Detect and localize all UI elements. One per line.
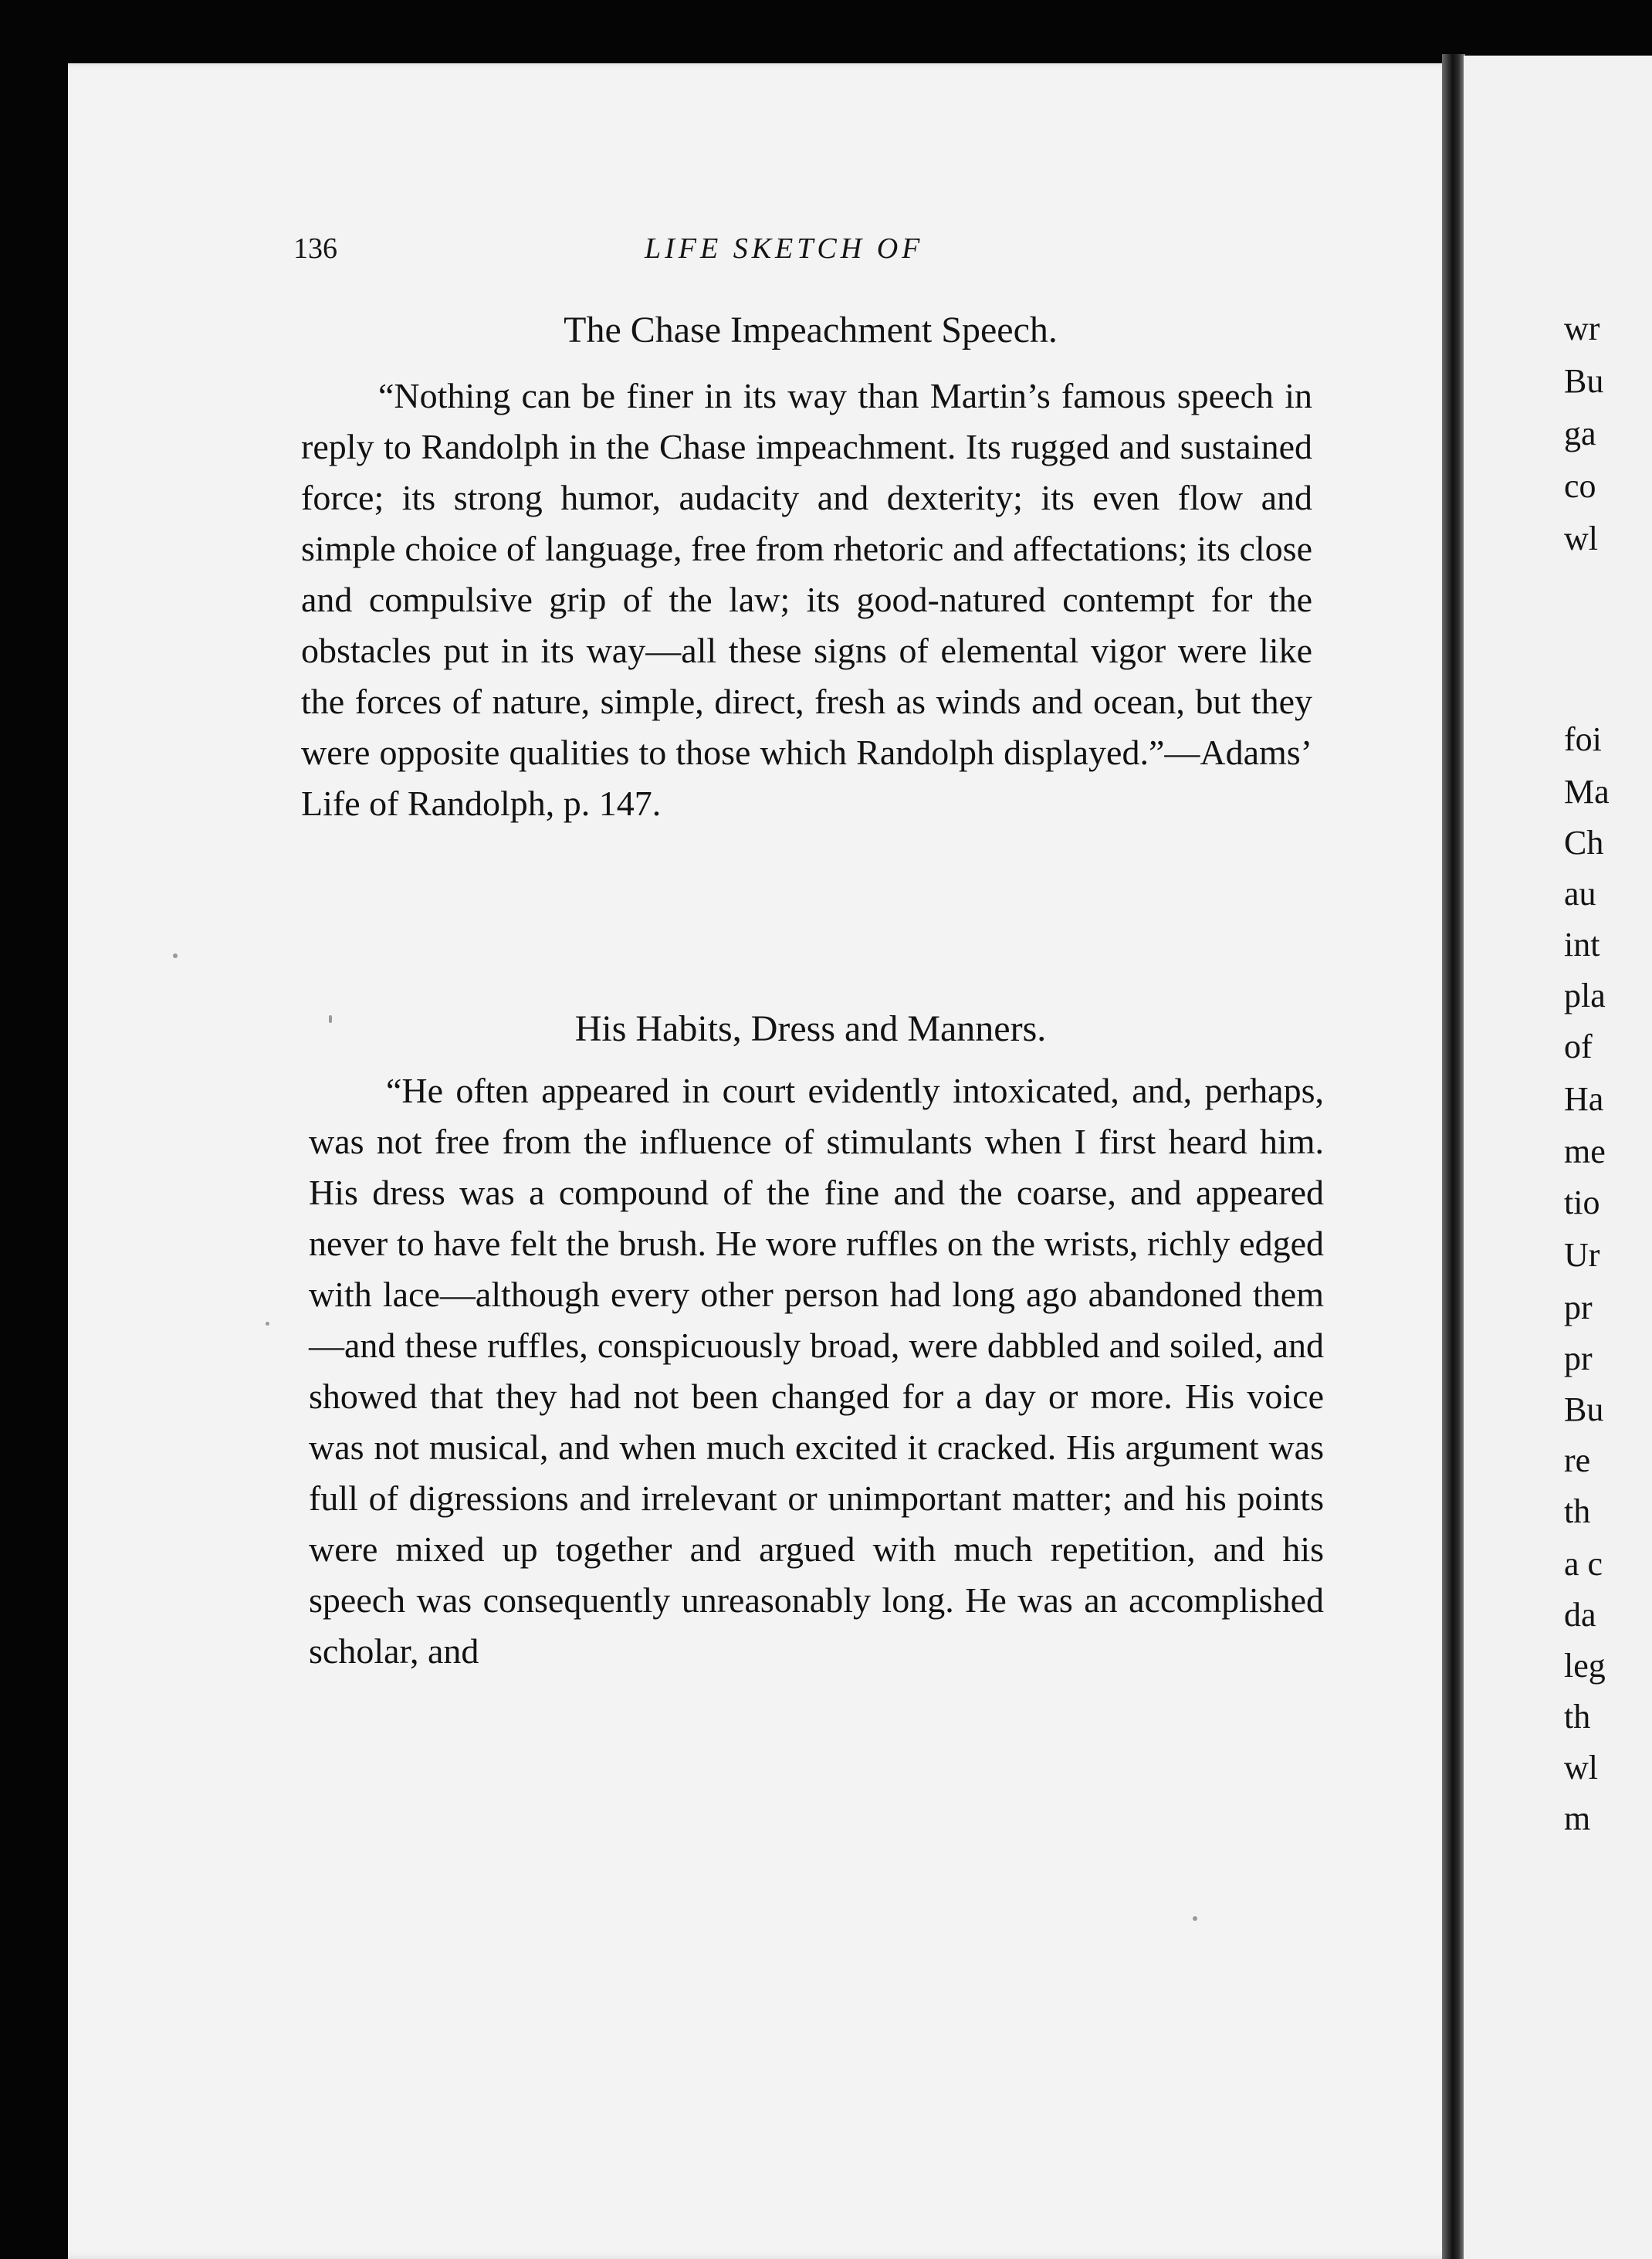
scan-speck — [173, 953, 178, 958]
facing-fragment: tio — [1564, 1184, 1600, 1221]
facing-fragment: ga — [1564, 415, 1596, 452]
facing-fragment: au — [1564, 875, 1596, 913]
facing-fragment: da — [1564, 1596, 1596, 1634]
scan-speck — [329, 1015, 332, 1023]
facing-fragment: wl — [1564, 520, 1598, 557]
facing-fragment: Ur — [1564, 1236, 1600, 1274]
facing-fragment: re — [1564, 1441, 1591, 1479]
facing-fragment: m — [1564, 1800, 1591, 1837]
facing-fragment: of — [1564, 1028, 1593, 1065]
section-heading: His Habits, Dress and Manners. — [574, 1008, 1047, 1049]
running-title: LIFE SKETCH OF — [645, 232, 924, 265]
facing-fragment: foi — [1564, 720, 1602, 758]
facing-fragment: co — [1564, 467, 1596, 505]
facing-fragment: th — [1564, 1492, 1591, 1530]
facing-fragment: Bu — [1564, 1390, 1604, 1428]
facing-page-text — [1564, 0, 1652, 2259]
section-body: “Nothing can be finer in its way than Martin’s famous speech in reply to Randolph in the Chase impeachment. Its rugged and sustained force; its strong humor, audacity and dexterity; its even flow and simple choice of language, free from rhetoric and affectations; its close and compulsive grip of the law; its good-natured contempt for the obstacles put in its way—all these signs of elemental vigor were like the forces of nature, simple, direct, fresh as winds and ocean, but they were opposite qualities to those which Randolph displayed.”—Adams’ Life of Randolph, p. 147. — [301, 376, 1312, 823]
facing-fragment: wr — [1564, 310, 1600, 347]
page-number: 136 — [293, 232, 337, 265]
facing-fragment: a c — [1564, 1545, 1603, 1583]
facing-fragment: Ha — [1564, 1080, 1604, 1118]
facing-fragment: pr — [1564, 1339, 1593, 1377]
section-heading: The Chase Impeachment Speech. — [564, 310, 1058, 351]
section-body: “He often appeared in court evidently intoxicated, and, perhaps, was not free from the influence of stimulants when I first heard him. His dress was a compound of the fine and the coarse, and appeared never to have felt the brush. He wore ruffles on the wrists, richly edged with lace—although every other person had long ago abandoned them—and these ruffles, conspicuously broad, were dabbled and soiled, and showed that they had not been changed for a day or more. His voice was not musical, and when much excited it cracked. His argument was full of digressions and irrelevant or unimportant matter; and his points were mixed up together and argued with much repetition, and his speech was consequently unreasonably long. He was an accomplished scholar, and — [309, 1071, 1324, 1671]
facing-fragment: Bu — [1564, 362, 1604, 400]
facing-fragment: wl — [1564, 1749, 1598, 1787]
facing-fragment: me — [1564, 1133, 1606, 1170]
facing-fragment: int — [1564, 926, 1600, 964]
scan-speck — [266, 1322, 269, 1326]
facing-fragment: pla — [1564, 977, 1606, 1014]
facing-fragment: th — [1564, 1698, 1591, 1736]
book-gutter — [1442, 54, 1465, 2259]
page-header — [293, 232, 942, 270]
facing-fragment: leg — [1564, 1647, 1606, 1685]
facing-fragment: Ch — [1564, 824, 1604, 862]
scan-speck — [1193, 1916, 1197, 1921]
facing-fragment: Ma — [1564, 773, 1610, 811]
facing-fragment: pr — [1564, 1289, 1593, 1326]
